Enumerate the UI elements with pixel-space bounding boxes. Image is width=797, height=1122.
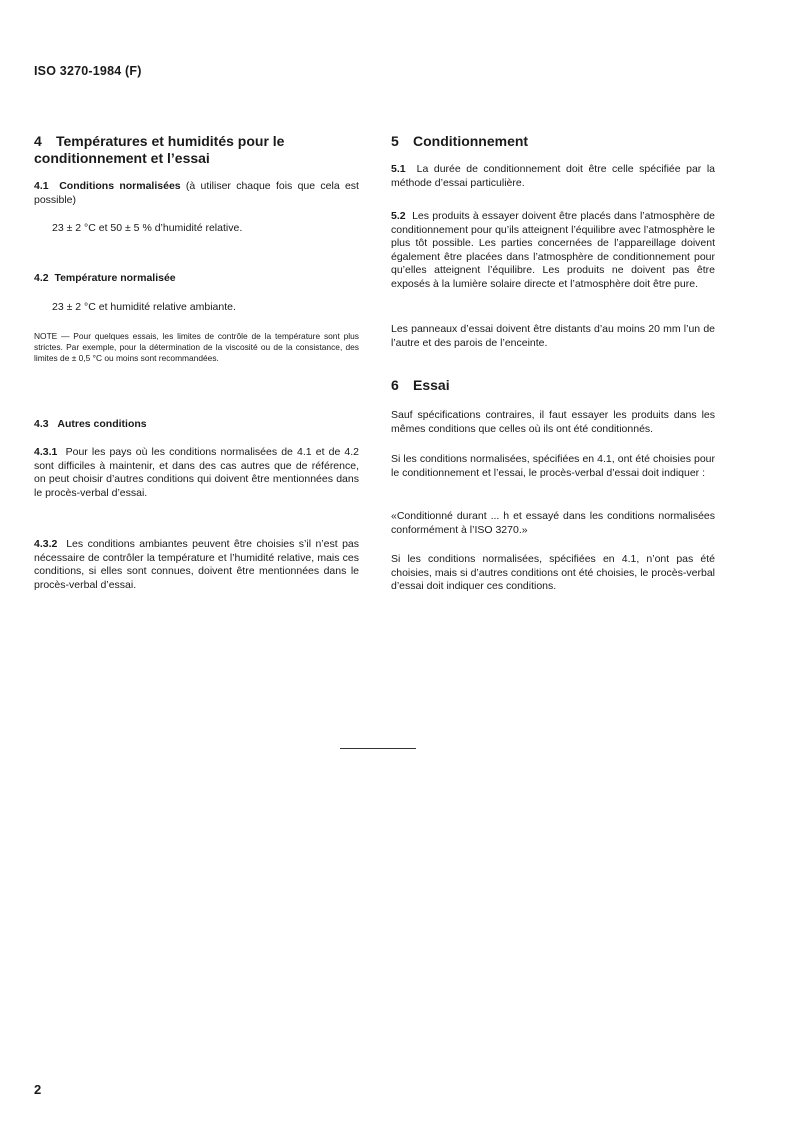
section-4-2: [34, 272, 359, 286]
subsection-number: 4.3.1: [34, 446, 58, 458]
subsection-text: La durée de conditionnement doit être celle spécifiée par la méthode d’essai particulière.: [391, 163, 715, 189]
section-6-paragraph-2: Si les conditions normalisées, spécifiées en 4.1, ont été choisies pour le conditionnement et l’essai, le procès-verbal d’essai doit indiquer :: [391, 453, 715, 479]
end-divider: [340, 748, 416, 749]
section-number: 4: [34, 133, 42, 149]
subsection-number: 5.1: [391, 163, 406, 175]
section-6-paragraph-3: «Conditionné durant ... h et essayé dans les conditions normalisées conformément à l’ISO 3270.»: [391, 510, 715, 536]
section-title: Essai: [413, 377, 450, 393]
section-5-1: [391, 163, 715, 190]
subsection-text: Les produits à essayer doivent être placés dans l’atmosphère de conditionnement pour qu’ils atteignent l’équilibre avec l’atmosphère le plus tôt possible. Les parties concernées de l’appareillage doivent également être placées dans l’atmosphère de conditionnement pour qu’elles atteignent l’équilibre. Les produits ne doivent pas être exposés à la lumière solaire directe et l’atmosphère doit être pure.: [391, 210, 715, 290]
subsection-title: Autres conditions: [57, 418, 147, 430]
section-number: 5: [391, 133, 399, 149]
section-4-3: [34, 418, 359, 432]
section-6-paragraph-4: Si les conditions normalisées, spécifiées en 4.1, n’ont pas été choisies, mais si d’autres conditions ont été choisies, le procès-verbal d’essai doit indiquer ces conditions.: [391, 553, 715, 593]
page-number: 2: [34, 1082, 42, 1097]
section-5-2: [391, 210, 715, 292]
subsection-text: Pour les pays où les conditions normalisées de 4.1 et de 4.2 sont difficiles à maintenir, et dans des cas autres que de référence, on peut choisir d’autres conditions qui doivent être mentionnées dans le procès-verbal d’essai.: [34, 446, 359, 499]
subsection-text: (à utiliser chaque fois que cela est possible): [34, 180, 359, 206]
section-6-heading: [391, 377, 715, 394]
section-number: 6: [391, 377, 399, 393]
subsection-number: 4.3.2: [34, 538, 58, 550]
subsection-number: 4.1: [34, 180, 49, 192]
subsection-title: Conditions normalisées: [59, 180, 181, 192]
note: NOTE — Pour quelques essais, les limites de contrôle de la température sont plus strictes. Par exemple, pour la détermination de la viscosité ou de la consistance, des limites de ± 0,5 °C ou moins sont recommandées.: [34, 331, 359, 364]
subsection-number: 4.3: [34, 418, 49, 430]
section-4-3-2: [34, 538, 359, 592]
subsection-number: 4.2: [34, 272, 49, 284]
standard-temperature-value: 23 ± 2 °C et humidité relative ambiante.: [52, 301, 236, 313]
standard-condition-value: 23 ± 2 °C et 50 ± 5 % d’humidité relative.: [52, 222, 243, 234]
section-6-paragraph-1: Sauf spécifications contraires, il faut essayer les produits dans les mêmes conditions que celles où ils ont été conditionnés.: [391, 409, 715, 435]
subsection-title: Température normalisée: [54, 272, 176, 284]
section-title: Températures et humidités pour le conditionnement et l’essai: [34, 133, 285, 166]
section-5-heading: [391, 133, 715, 150]
section-5-2-paragraph-2: Les panneaux d’essai doivent être distants d’au moins 20 mm l’un de l’autre et des parois de l’enceinte.: [391, 323, 715, 349]
subsection-text: Les conditions ambiantes peuvent être choisies s’il n’est pas nécessaire de contrôler la température et l’humidité relative, mais ces conditions, si elles sont connues, doivent être mentionnées dans le procès-verbal d’essai.: [34, 538, 359, 591]
section-title: Conditionnement: [413, 133, 529, 149]
subsection-number: 5.2: [391, 210, 406, 222]
section-4-1: [34, 180, 359, 207]
document-header: ISO 3270-1984 (F): [34, 64, 142, 78]
section-4-3-1: [34, 446, 359, 500]
section-4-heading: [34, 133, 359, 167]
